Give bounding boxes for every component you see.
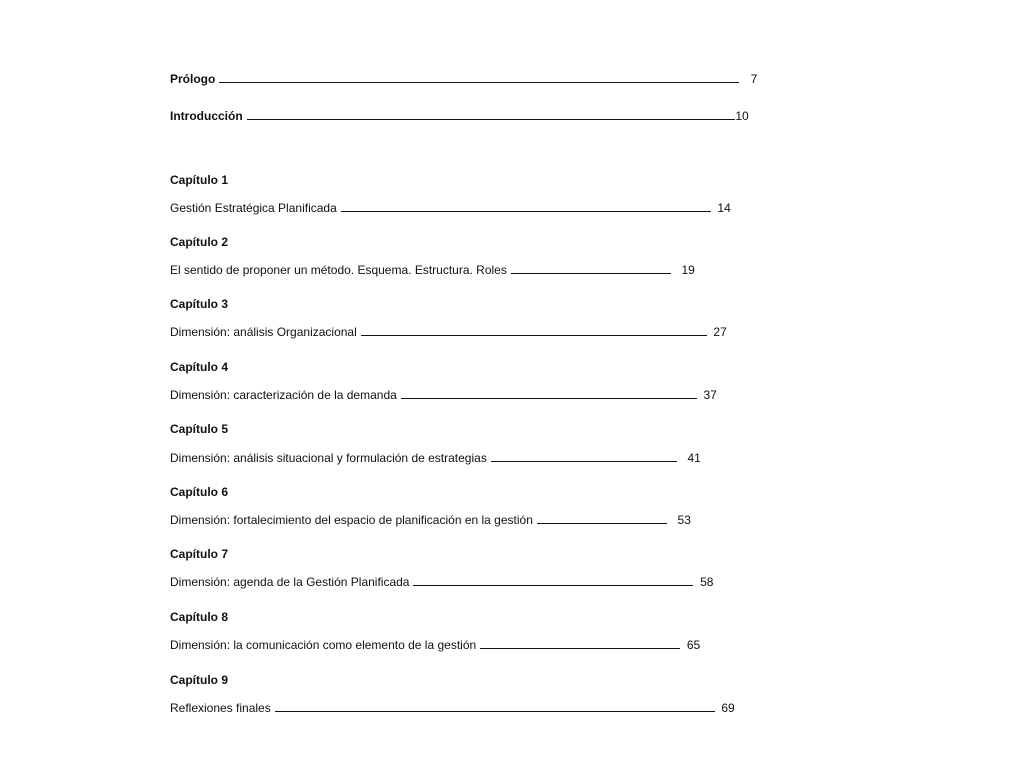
dot-leader <box>413 585 693 586</box>
dot-leader <box>275 711 715 712</box>
toc-entry-label: Reflexiones finales <box>170 701 271 715</box>
toc-entry-chapter-7[interactable] <box>170 573 713 589</box>
chapter-heading: Capítulo 9 <box>170 673 229 687</box>
toc-page-number: 41 <box>687 451 701 465</box>
toc-page-number: 7 <box>750 72 758 86</box>
toc-entry-label: Dimensión: la comunicación como elemento de la gestión <box>170 638 477 652</box>
toc-page-number: 65 <box>686 638 701 652</box>
toc-entry-chapter-9[interactable] <box>170 699 735 715</box>
toc-entry-label: Dimensión: análisis situacional y formulación de estrategias <box>170 451 487 465</box>
chapter-heading: Capítulo 5 <box>170 422 229 436</box>
toc-entry-chapter-8[interactable] <box>170 636 700 652</box>
toc-entry-label: Dimensión: fortalecimiento del espacio de planificación en la gestión <box>170 513 533 527</box>
dot-leader <box>511 273 671 274</box>
dot-leader <box>491 461 677 462</box>
toc-entry-label: Dimensión: agenda de la Gestión Planificada <box>170 575 410 589</box>
toc-entry-label: Prólogo <box>170 72 216 86</box>
chapter-heading: Capítulo 2 <box>170 235 229 249</box>
dot-leader <box>219 82 739 83</box>
toc-entry-label: Gestión Estratégica Planificada <box>170 201 337 215</box>
toc-entry-chapter-6[interactable] <box>170 511 691 527</box>
toc-entry-label: Dimensión: caracterización de la demanda <box>170 388 397 402</box>
toc-page-number: 10 <box>735 109 749 123</box>
toc-entry-chapter-5[interactable] <box>170 449 701 465</box>
toc-entry-chapter-2[interactable] <box>170 261 695 277</box>
toc-entry-introduccion[interactable] <box>170 107 749 123</box>
chapter-heading: Capítulo 3 <box>170 297 229 311</box>
dot-leader <box>480 648 680 649</box>
toc-page-number: 37 <box>703 388 717 402</box>
toc-entry-label: Dimensión: análisis Organizacional <box>170 325 357 339</box>
dot-leader <box>537 523 667 524</box>
toc-entry-chapter-3[interactable] <box>170 323 727 339</box>
chapter-heading: Capítulo 7 <box>170 547 229 561</box>
dot-leader <box>401 398 697 399</box>
toc-entry-prologo[interactable] <box>170 70 757 86</box>
toc-page-number: 69 <box>721 701 735 715</box>
chapter-heading: Capítulo 4 <box>170 360 229 374</box>
toc-entry-chapter-4[interactable] <box>170 386 717 402</box>
toc-page-number: 27 <box>713 325 727 339</box>
toc-page-number: 58 <box>700 575 714 589</box>
chapter-heading: Capítulo 6 <box>170 485 229 499</box>
toc-page-number: 14 <box>717 201 731 215</box>
toc-page-number: 19 <box>681 263 695 277</box>
dot-leader <box>247 119 735 120</box>
dot-leader <box>341 211 711 212</box>
chapter-heading: Capítulo 1 <box>170 173 229 187</box>
toc-entry-label: El sentido de proponer un método. Esquema. Estructura. Roles <box>170 263 507 277</box>
toc-entry-label: Introducción <box>170 109 243 123</box>
dot-leader <box>361 335 707 336</box>
table-of-contents <box>170 0 770 768</box>
toc-entry-chapter-1[interactable] <box>170 199 731 215</box>
chapter-heading: Capítulo 8 <box>170 610 229 624</box>
toc-page-number: 53 <box>677 513 691 527</box>
